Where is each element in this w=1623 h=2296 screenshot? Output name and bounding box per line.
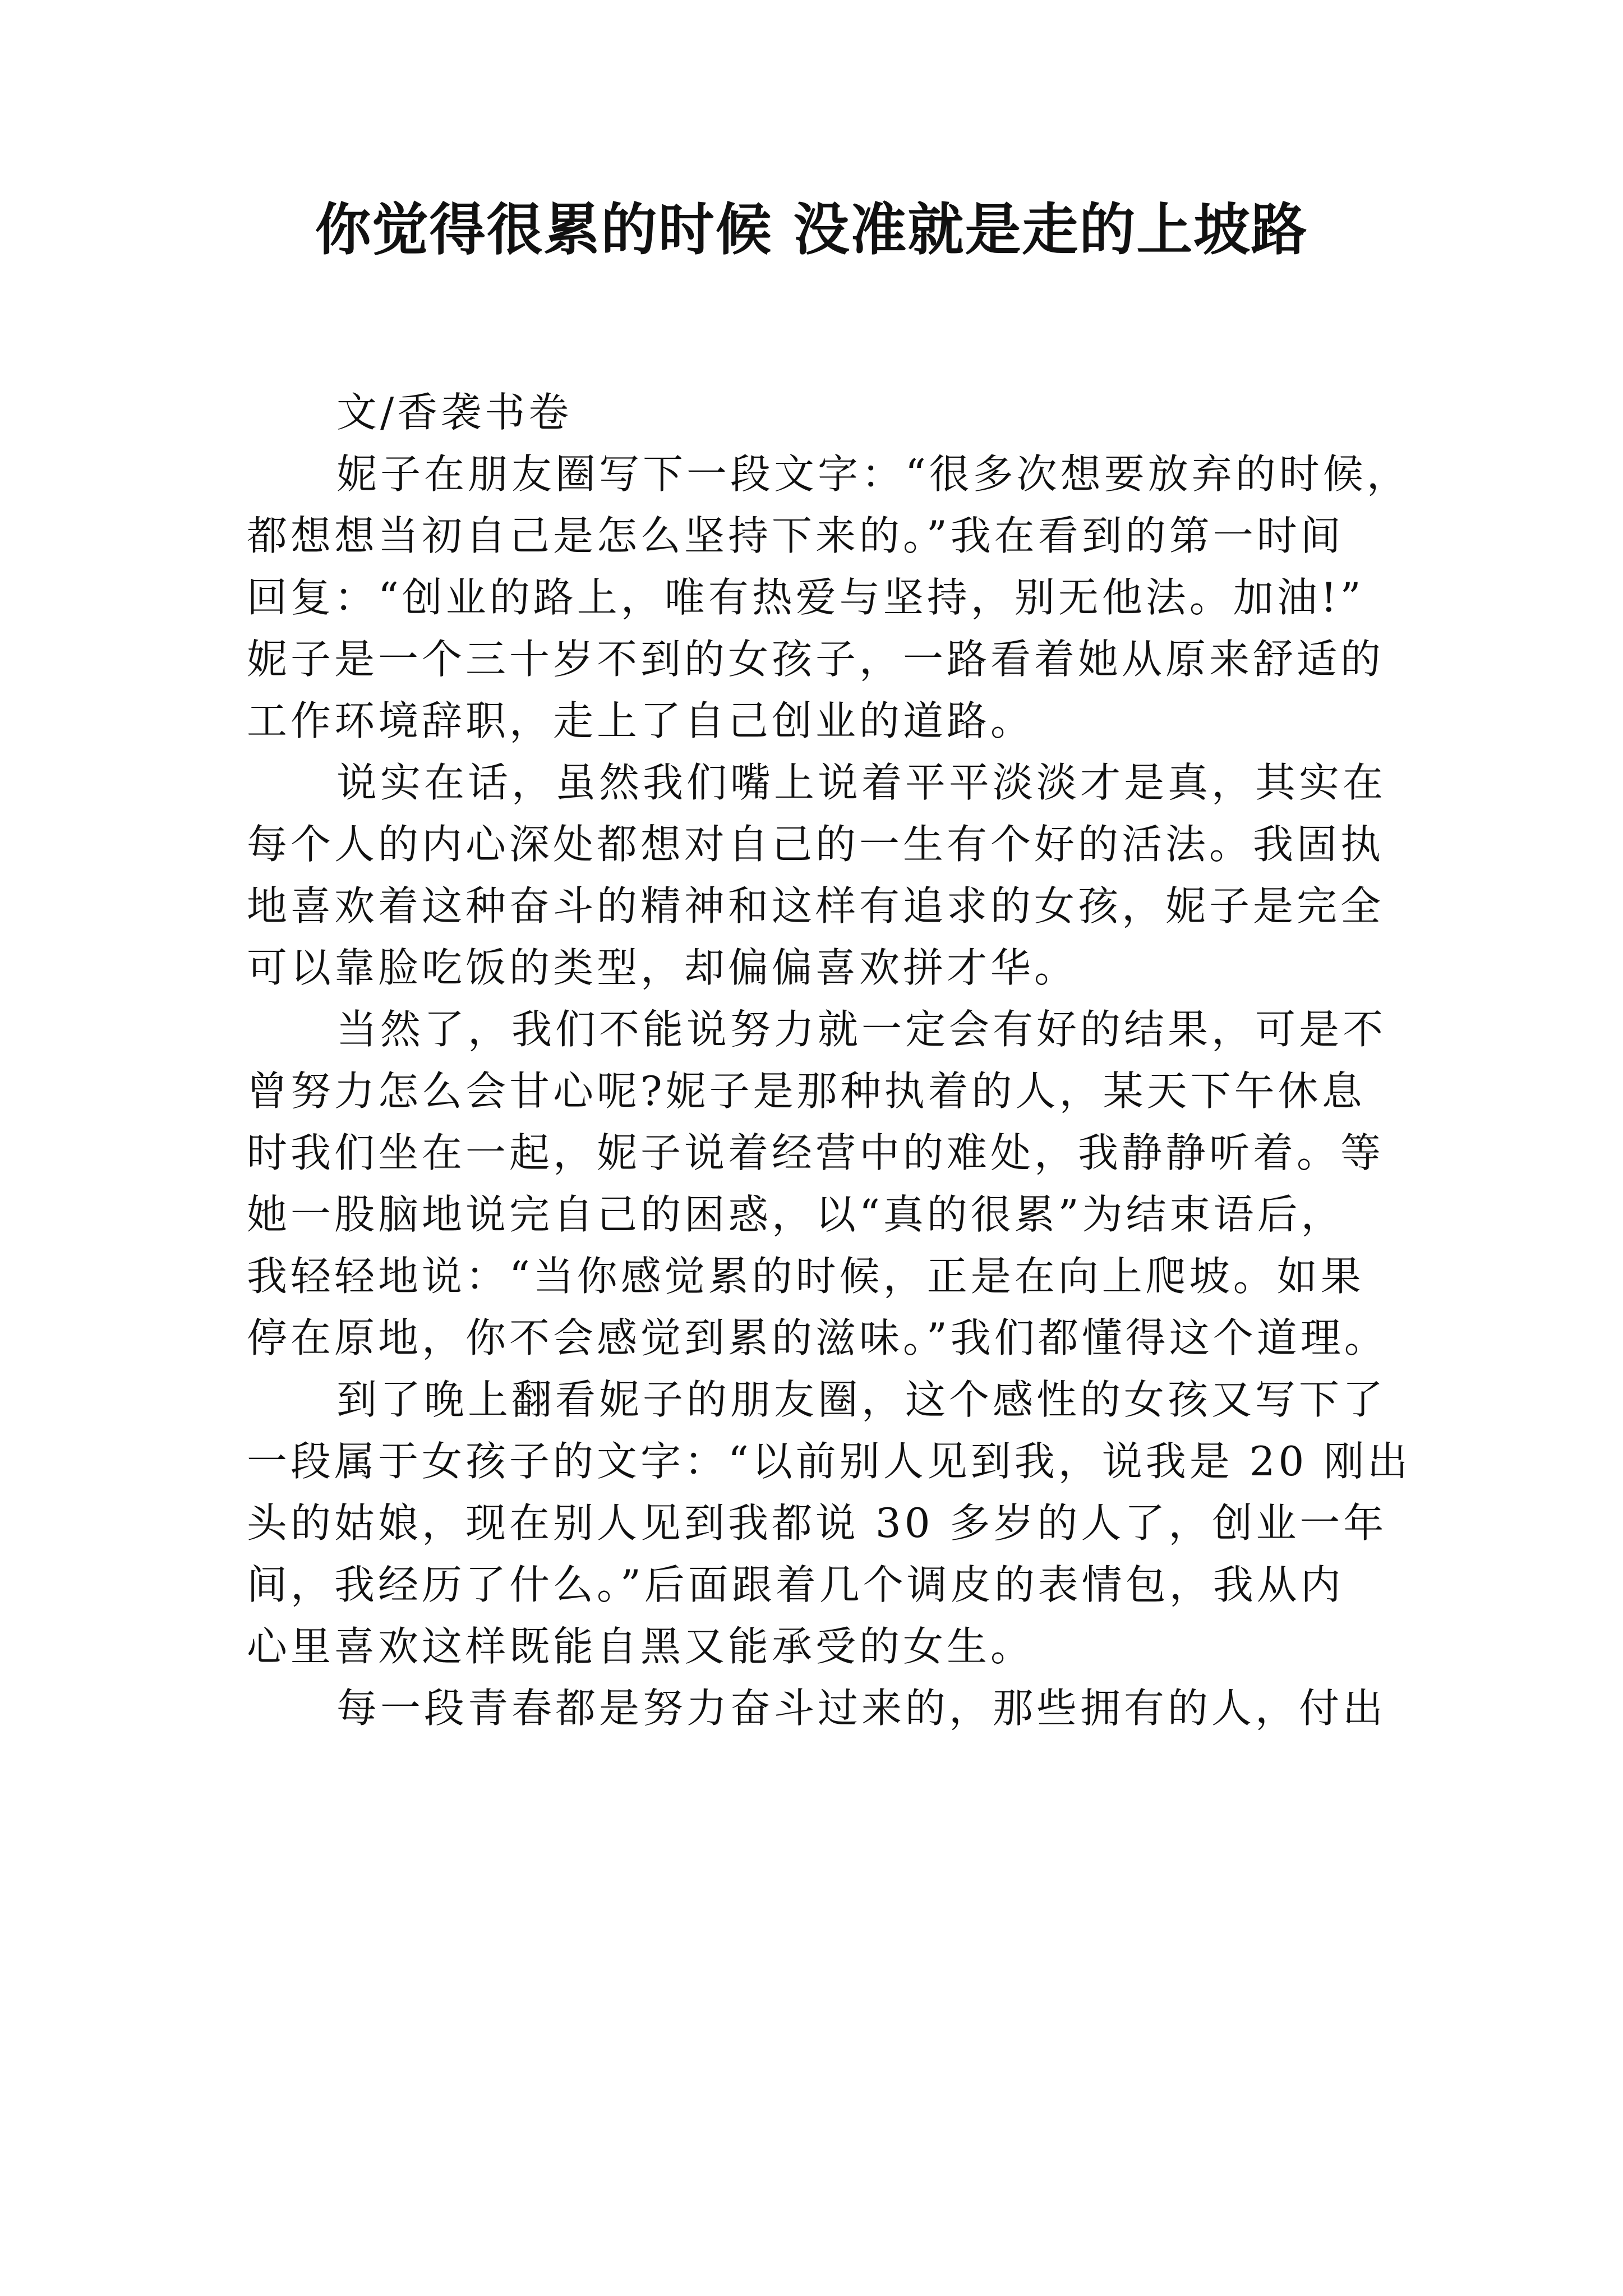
author-line: 文/香袭书卷 (336, 389, 573, 436)
text-line: 间，我经历了什么。”后面跟着几个调皮的表情包，我从内 (247, 1561, 1344, 1608)
article-body (247, 381, 1413, 1739)
text-line: 说实在话，虽然我们嘴上说着平平淡淡才是真，其实在 (336, 759, 1387, 806)
text-line: 妮子在朋友圈写下一段文字：“很多次想要放弃的时候， (336, 450, 1410, 498)
text-line: 每个人的内心深处都想对自己的一生有个好的活法。我固执 (247, 821, 1385, 868)
text-line: 当然了，我们不能说努力就一定会有好的结果，可是不 (336, 1006, 1387, 1053)
text-line: 地喜欢着这种奋斗的精神和这样有追求的女孩，妮子是完全 (247, 882, 1385, 930)
text-line: 曾努力怎么会甘心呢?妮子是那种执着的人，某天下午休息 (247, 1068, 1366, 1115)
text-line: 到了晚上翻看妮子的朋友圈，这个感性的女孩又写下了 (336, 1376, 1387, 1423)
page-title: 你觉得很累的时候 没准就是走的上坡路 (315, 197, 1308, 263)
text-line: 回复：“创业的路上，唯有热爱与坚持，别无他法。加油!” (247, 574, 1364, 621)
text-line: 都想想当初自己是怎么坚持下来的。”我在看到的第一时间 (247, 512, 1344, 559)
text-line: 她一股脑地说完自己的困惑，以“真的很累”为结束语后， (247, 1191, 1345, 1238)
text-line: 时我们坐在一起，妮子说着经营中的难处，我静静听着。等 (247, 1129, 1385, 1176)
text-line: 头的姑娘，现在别人见到我都说 30 多岁的人了，创业一年 (247, 1499, 1387, 1547)
text-line: 停在原地，你不会感觉到累的滋味。”我们都懂得这个道理。 (247, 1314, 1388, 1361)
text-line: 可以靠脸吃饭的类型，却偏偏喜欢拼才华。 (247, 944, 1078, 991)
text-line: 妮子是一个三十岁不到的女孩子，一路看着她从原来舒适的 (247, 636, 1385, 683)
text-line: 工作环境辞职，走上了自己创业的道路。 (247, 697, 1035, 744)
text-line: 每一段青春都是努力奋斗过来的，那些拥有的人，付出 (336, 1685, 1387, 1732)
text-line: 心里喜欢这样既能自黑又能承受的女生。 (247, 1623, 1035, 1670)
text-line: 我轻轻地说：“当你感觉累的时候，正是在向上爬坡。如果 (247, 1253, 1364, 1300)
text-line: 一段属于女孩子的文字：“以前别人见到我，说我是 20 刚出 (247, 1438, 1412, 1485)
